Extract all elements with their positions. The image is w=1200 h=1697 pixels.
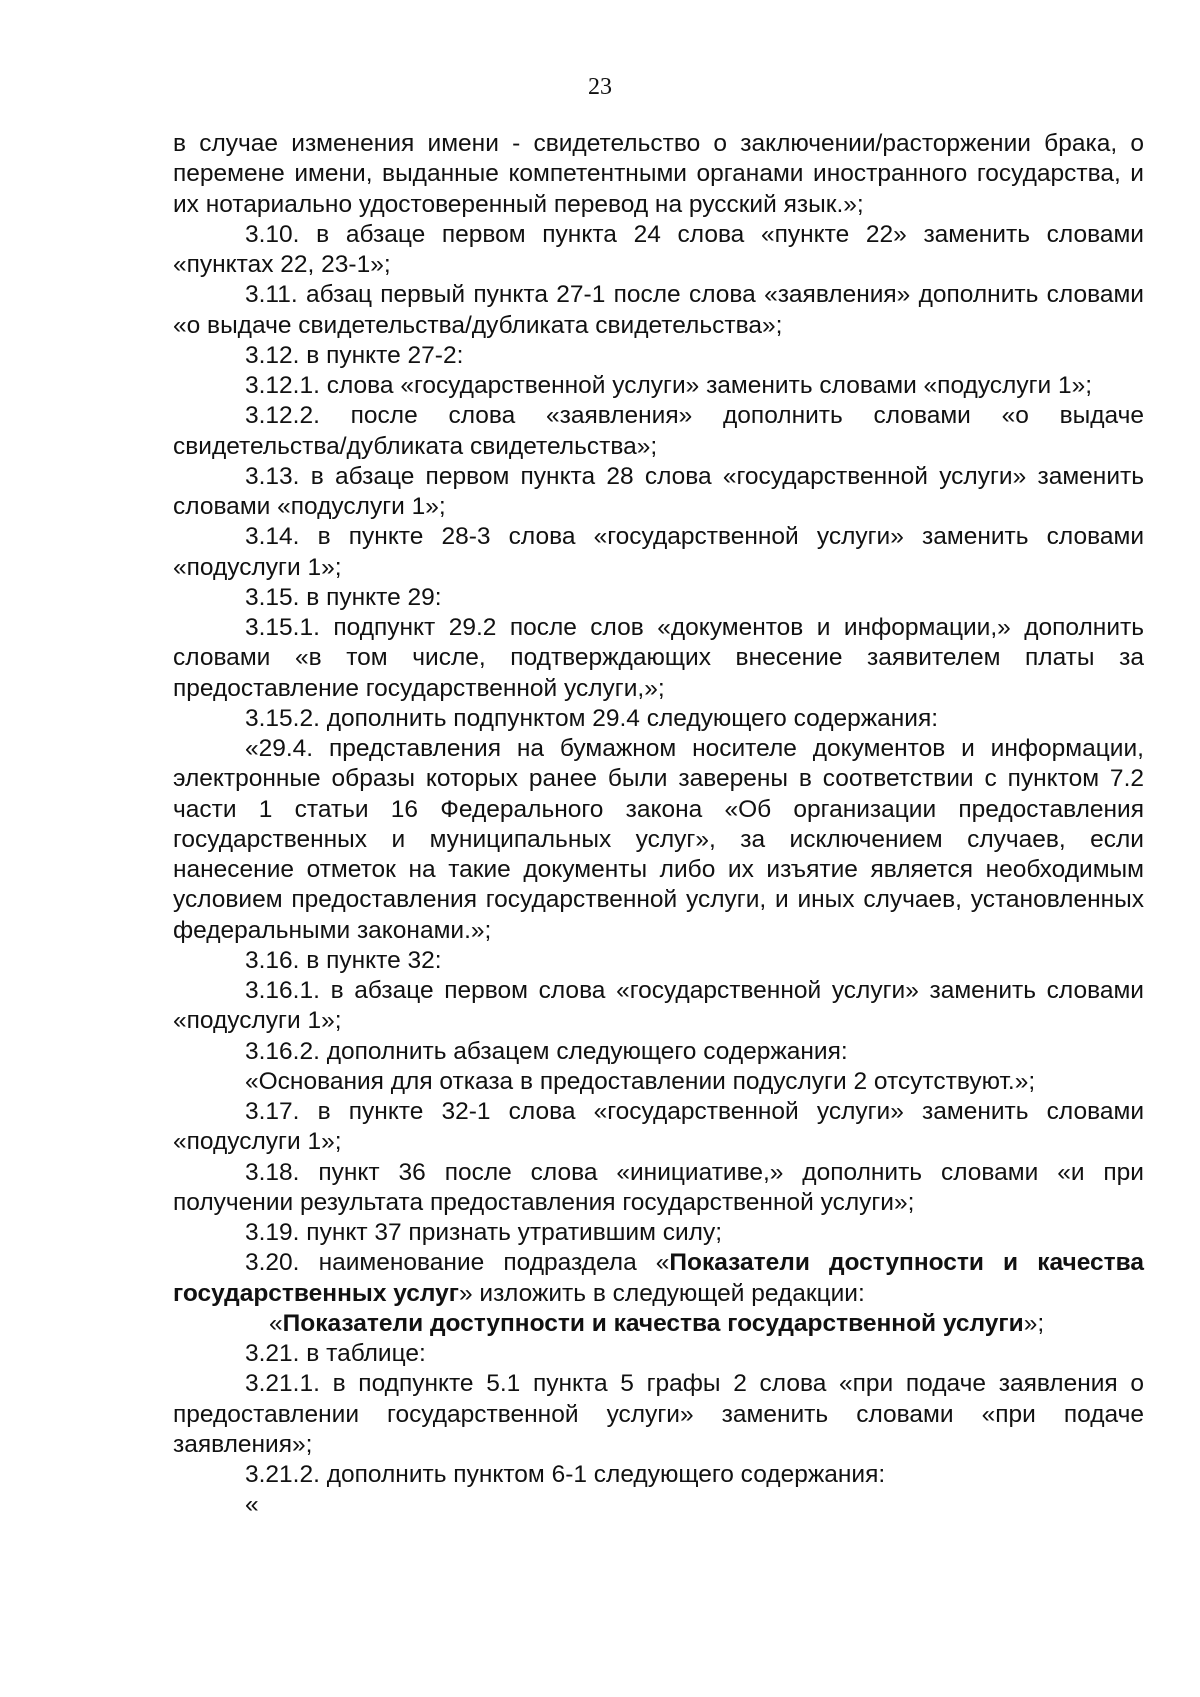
paragraph: 3.12. в пункте 27-2: (245, 341, 464, 369)
paragraph: « (245, 1491, 259, 1519)
paragraph: 3.17. в пункте 32-1 слова «государственной услуги» заменить словами «подуслуги 1»; (173, 1098, 1144, 1156)
paragraph: «29.4. представления на бумажном носителе документов и информации, электронные образы которых ранее были заверены в соответствии с пунктом 7.2 части 1 статьи 16 Федерального закона «Об организации предоставления государственных и муниципальных услуг», за исключением случаев, если нанесение отметок на такие документы либо их изъятие является необходимым условием предоставления государственной услуги, и иных случаев, установленных федеральными законами.»; (173, 735, 1144, 944)
paragraph: в случае изменения имени - свидетельство о заключении/расторжении брака, о перемене имени, выданные компетентными органами иностранного государства, и их нотариально удостоверенный перевод на русский язык.»; (173, 130, 1144, 218)
paragraph: 3.13. в абзаце первом пункта 28 слова «государственной услуги» заменить словами «подуслуги 1»; (173, 462, 1144, 520)
paragraph: 3.10. в абзаце первом пункта 24 слова «пункте 22» заменить словами «пунктах 22, 23-1»; (173, 220, 1144, 278)
page-number: 23 (588, 74, 612, 100)
paragraph: 3.15. в пункте 29: (245, 583, 442, 611)
paragraph-3-20 (173, 1248, 1144, 1309)
paragraph: 3.15.1. подпункт 29.2 после слов «документов и информации,» дополнить словами «в том числе, подтверждающих внесение заявителем платы за предоставление государственной услуги,»; (173, 614, 1144, 702)
paragraph: 3.18. пункт 36 после слова «инициативе,» дополнить словами «и при получении результата предоставления государственной услуги»; (173, 1158, 1144, 1216)
paragraph: 3.12.1. слова «государственной услуги» заменить словами «подуслуги 1»; (245, 372, 1093, 399)
paragraph-suffix: » изложить в следующей редакции: (458, 1279, 865, 1307)
subsection-heading: Показатели доступности и качества государственной услуги (282, 1309, 1024, 1337)
paragraph: 3.14. в пункте 28-3 слова «государственной услуги» заменить словами «подуслуги 1»; (173, 523, 1144, 581)
paragraph: 3.19. пункт 37 признать утратившим силу; (245, 1219, 723, 1246)
paragraph: 3.15.2. дополнить подпунктом 29.4 следующего содержания: (245, 704, 939, 732)
bold-subsection-title: Показатели доступности и качества государственных услуг (173, 1249, 1144, 1307)
paragraph: 3.21.1. в подпункте 5.1 пункта 5 графы 2 слова «при подаче заявления о предоставлении государственной услуги» заменить словами «при подаче заявления»; (173, 1370, 1144, 1458)
paragraph: 3.16. в пункте 32: (245, 946, 442, 974)
paragraph: «Основания для отказа в предоставлении подуслуги 2 отсутствуют.»; (245, 1067, 1036, 1095)
heading-prefix: « (269, 1309, 283, 1337)
paragraph: 3.16.1. в абзаце первом слова «государственной услуги» заменить словами «подуслуги 1»; (173, 977, 1144, 1035)
paragraph: 3.16.2. дополнить абзацем следующего содержания: (245, 1037, 848, 1065)
paragraph: 3.11. абзац первый пункта 27-1 после слова «заявления» дополнить словами «о выдаче свидетельства/дубликата свидетельства»; (173, 281, 1144, 339)
document-body (173, 129, 1144, 1521)
paragraph: 3.21.2. дополнить пунктом 6-1 следующего содержания: (245, 1461, 886, 1488)
subsection-heading-line (173, 1309, 1144, 1339)
paragraph: 3.21. в таблице: (245, 1340, 426, 1367)
paragraph: 3.12.2. после слова «заявления» дополнить словами «о выдаче свидетельства/дубликата свидетельства»; (173, 402, 1144, 460)
heading-suffix: »; (1023, 1309, 1045, 1337)
paragraph-prefix: 3.20. наименование подраздела « (245, 1249, 670, 1277)
